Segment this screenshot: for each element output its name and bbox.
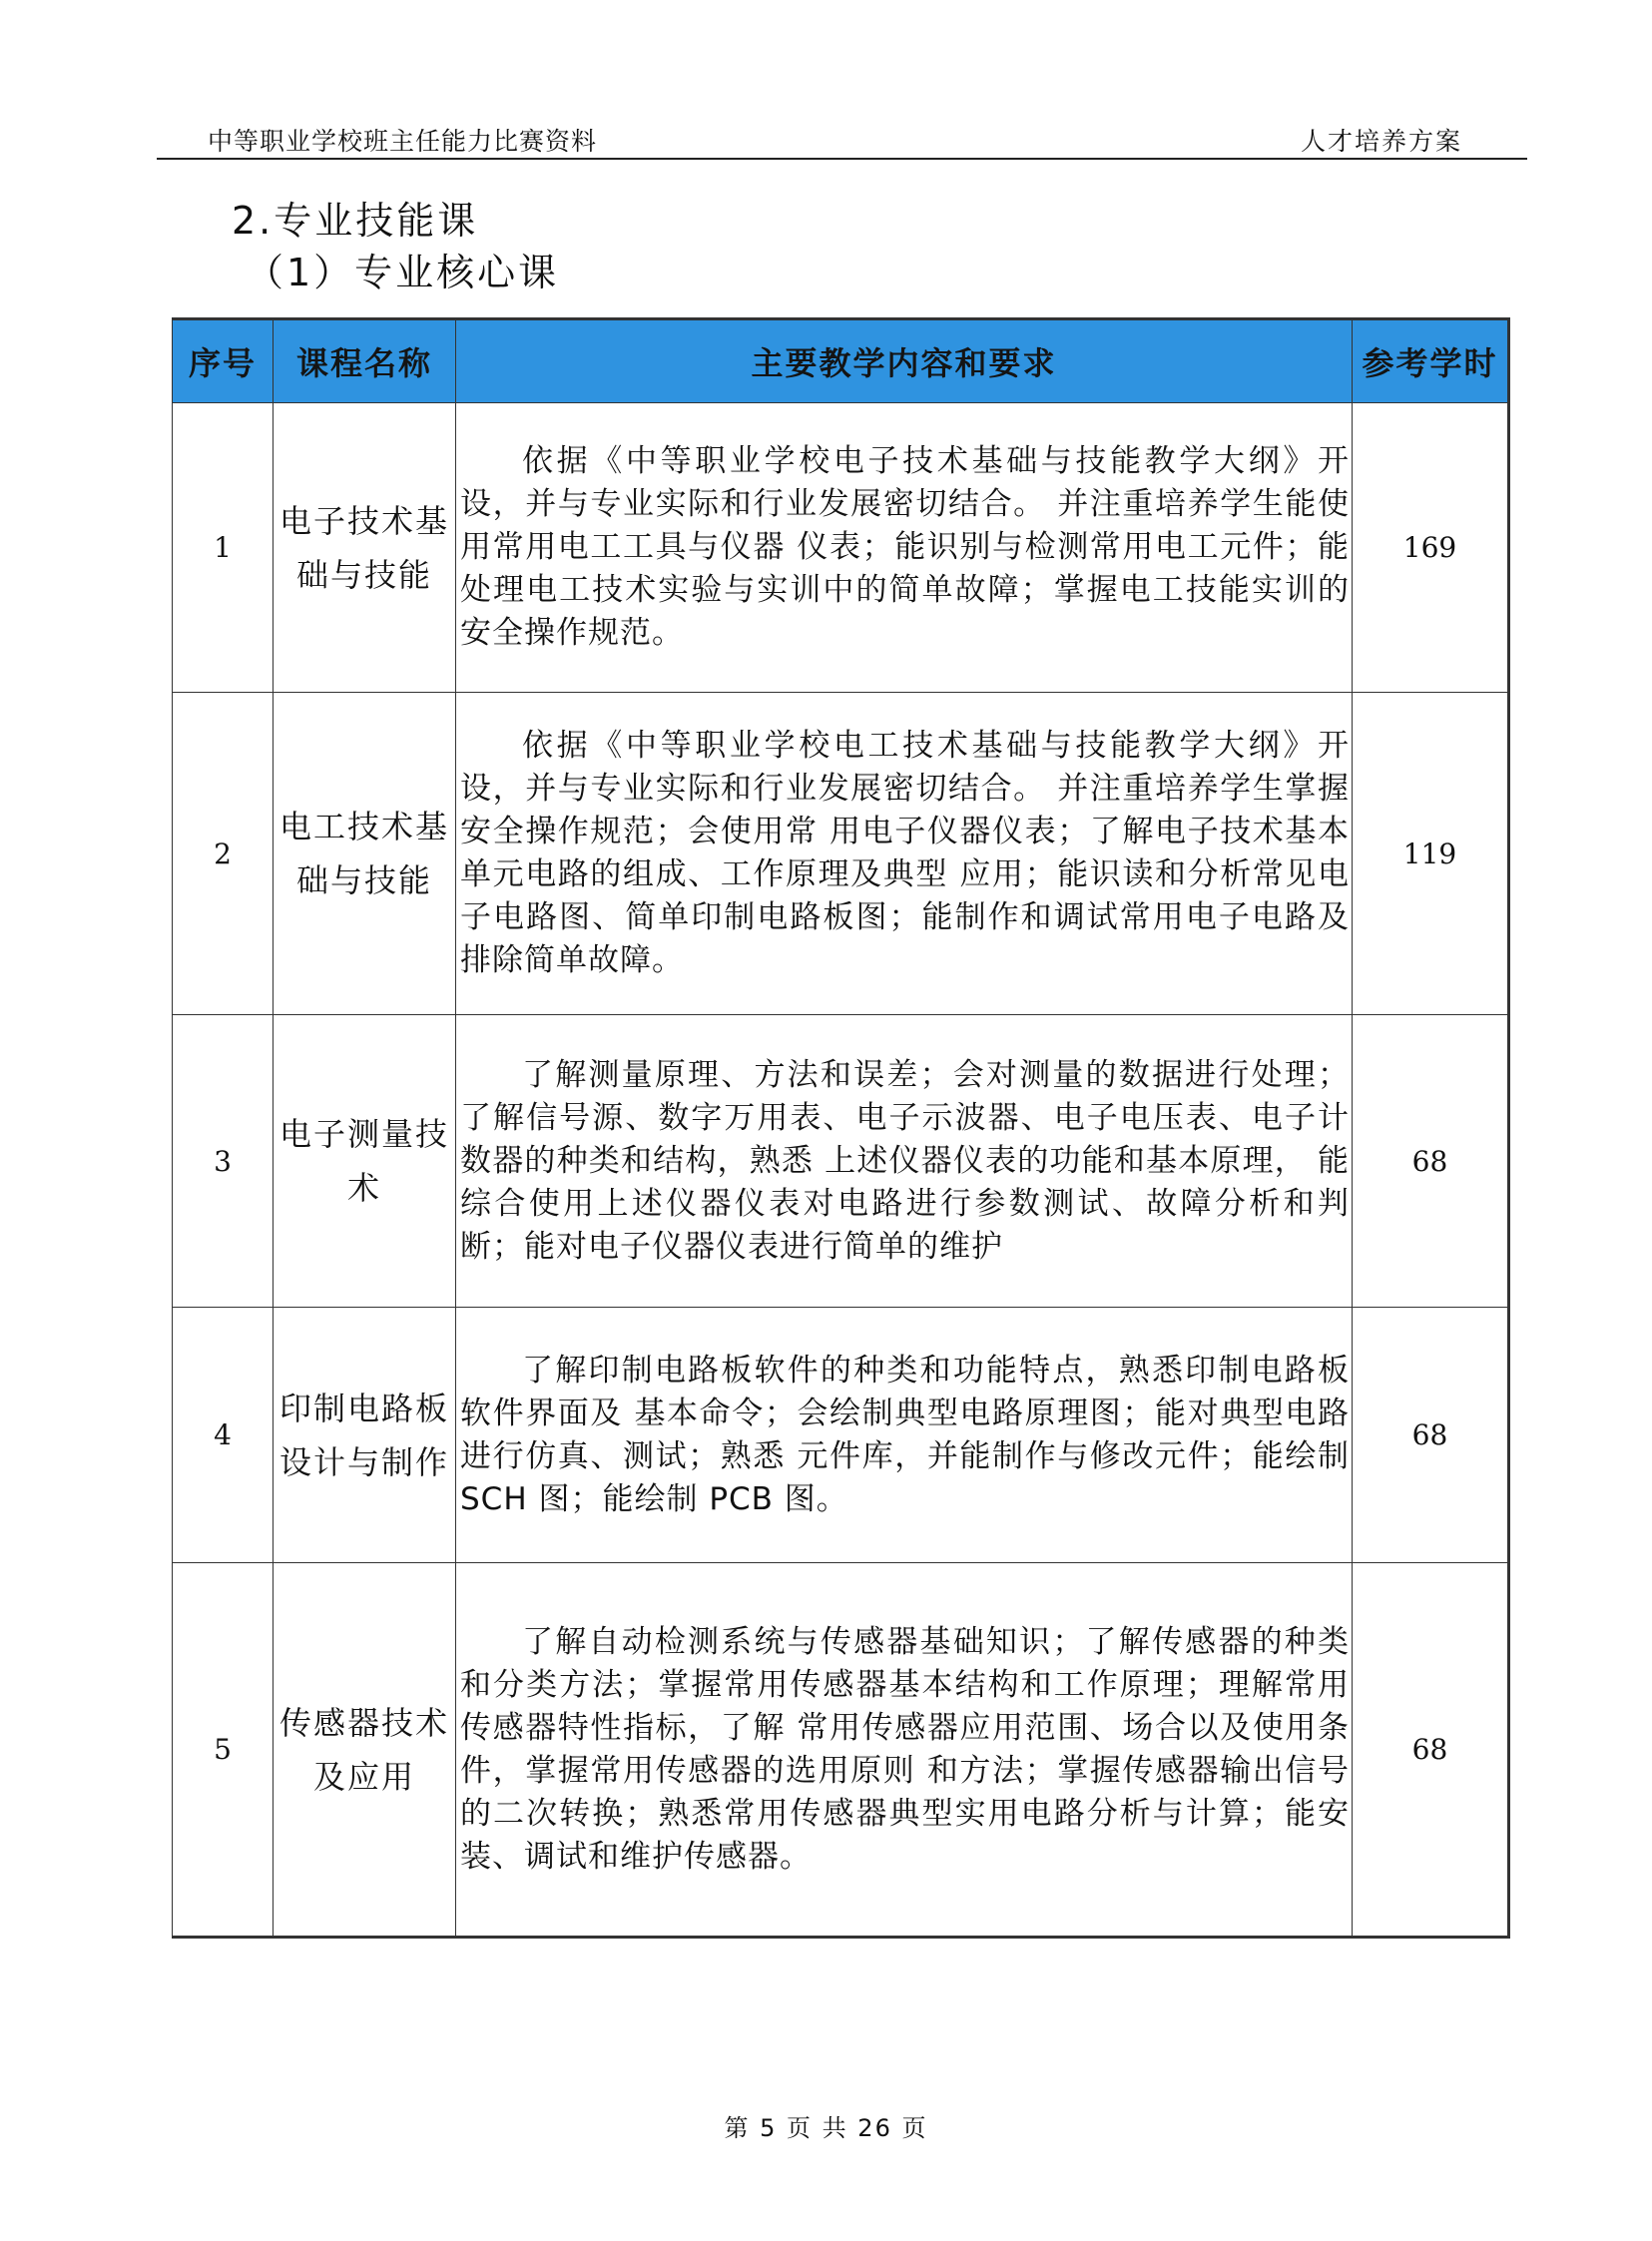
row-number: 4 [173,1308,274,1563]
table-row [173,1308,1509,1563]
table-row [173,693,1509,1015]
course-content-text: 了解测量原理、方法和误差；会对测量的数据进行处理；了解信号源、数字万用表、电子示波器、电子电压表、电子计数器的种类和结构，熟悉 上述仪器仪表的功能和基本原理， 能综合使用上述仪器仪表对电路进行参数测试、故障分析和判断；能对电子仪器仪表进行简单的维护 [460,1056,1350,1265]
course-hours: 169 [1353,403,1509,693]
course-content [456,403,1353,693]
course-hours: 119 [1353,693,1509,1015]
course-name: 印制电路板设计与制作 [274,1308,456,1563]
table-row [173,1015,1509,1308]
column-header-course-name: 课程名称 [274,319,456,403]
header-section-name: 人才培养方案 [1300,127,1462,156]
course-hours: 68 [1353,1015,1509,1308]
course-name: 传感器技术及应用 [274,1563,456,1938]
row-number: 2 [173,693,274,1015]
course-content-text: 依据《中等职业学校电工技术基础与技能教学大纲》开设，并与专业实际和行业发展密切结合。 并注重培养学生掌握安全操作规范；会使用常 用电子仪器仪表；了解电子技术基本单元电路的组成、工作原理及典型 应用；能识读和分析常见电子电路图、简单印制电路板图；能制作和调试常用电子电路及排除简单故障。 [460,728,1350,978]
course-name: 电工技术基础与技能 [274,693,456,1015]
course-hours: 68 [1353,1563,1509,1938]
course-hours: 68 [1353,1308,1509,1563]
header-doc-title: 中等职业学校班主任能力比赛资料 [208,127,598,156]
subsection-title: （1）专业核心课 [246,251,560,294]
row-number: 1 [173,403,274,693]
header-rule [157,158,1527,160]
course-content [456,693,1353,1015]
table-header-row [173,319,1509,403]
row-number: 3 [173,1015,274,1308]
course-content [456,1563,1353,1938]
column-header-content: 主要教学内容和要求 [456,319,1353,403]
course-content [456,1308,1353,1563]
row-number: 5 [173,1563,274,1938]
column-header-hours: 参考学时 [1353,319,1509,403]
course-content-text: 了解自动检测系统与传感器基础知识；了解传感器的种类和分类方法；掌握常用传感器基本结构和工作原理；理解常用传感器特性指标，了解 常用传感器应用范围、场合以及使用条件，掌握常用传感器的选用原则 和方法；掌握传感器输出信号的二次转换；熟悉常用传感器典型实用电路分析与计算；能安装、调试和维护传感器。 [460,1623,1350,1875]
table-row [173,403,1509,693]
course-content-text: 了解印制电路板软件的种类和功能特点，熟悉印制电路板软件界面及 基本命令；会绘制典型电路原理图；能对典型电路进行仿真、测试；熟悉 元件库，并能制作与修改元件；能绘制 SCH 图；能绘制 PCB 图。 [460,1352,1350,1517]
core-course-table [172,317,1510,1939]
course-content [456,1015,1353,1308]
column-header-no: 序号 [173,319,274,403]
course-content-text: 依据《中等职业学校电子技术基础与技能教学大纲》开设，并与专业实际和行业发展密切结合。 并注重培养学生能使用常用电工工具与仪器 仪表；能识别与检测常用电工元件；能处理电工技术实验与实训中的简单故障；掌握电工技能实训的安全操作规范。 [460,443,1350,651]
course-name: 电子测量技术 [274,1015,456,1308]
page-footer: 第 5 页 共 26 页 [724,2114,928,2142]
course-name: 电子技术基础与技能 [274,403,456,693]
table-row [173,1563,1509,1938]
section-title: 2.专业技能课 [232,199,479,243]
